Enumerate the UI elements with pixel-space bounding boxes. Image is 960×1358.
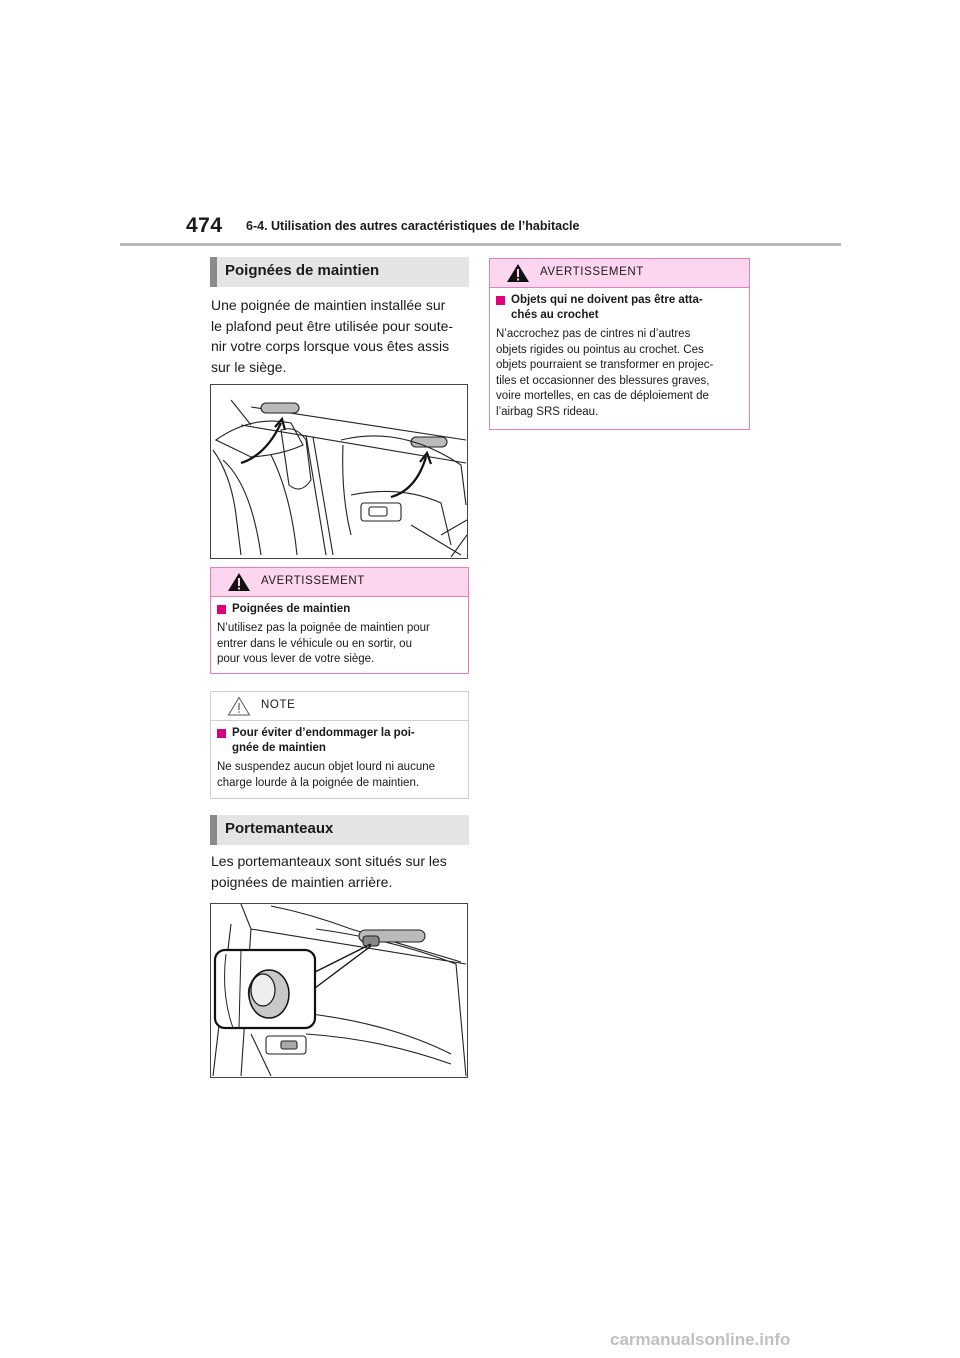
note-header	[211, 692, 468, 721]
caution-triangle-outline-icon	[227, 696, 251, 716]
warning-line: entrer dans le véhicule ou en sortir, ou	[217, 637, 412, 650]
warning-line: voire mortelles, en cas de déploiement de	[496, 390, 709, 402]
warning-item-title-text	[511, 293, 703, 323]
coat-hook-illustration	[210, 903, 468, 1078]
note-box-grab-handle-damage	[210, 691, 469, 799]
grab-handle-illustration	[210, 384, 468, 559]
warning-line: pour vous lever de votre siège.	[217, 653, 375, 665]
body-line: nir votre corps lorsque vous êtes assis	[211, 338, 450, 354]
section-heading-text: Portemanteaux	[225, 820, 334, 837]
square-bullet-icon	[217, 729, 226, 738]
warning-triangle-icon	[506, 263, 530, 283]
body-line: poignées de maintien arrière.	[211, 873, 393, 890]
warning-item-body	[496, 327, 743, 420]
chapter-title: 6-4. Utilisation des autres caractéristiques de l’habitacle	[246, 219, 580, 233]
warning-line: tiles et occasionner des blessures graves,	[496, 374, 710, 387]
warning-line: N’accrochez pas de cintres ni d’autres	[496, 328, 691, 340]
warning-line: objets pourraient se transformer en projec-	[496, 359, 714, 371]
warning-title-line: Objets qui ne doivent pas être atta-	[511, 294, 703, 306]
warning-title-line: chés au crochet	[511, 309, 599, 321]
note-line: charge lourde à la poignée de maintien.	[217, 776, 420, 789]
section-heading-coat-hooks	[210, 815, 469, 845]
warning-line: objets rigides ou pointus au crochet. Ces	[496, 343, 704, 356]
square-bullet-icon	[496, 296, 505, 305]
note-title-line: gnée de maintien	[232, 742, 326, 754]
section-heading-text: Poignées de maintien	[225, 262, 380, 279]
warning-item-title	[217, 602, 462, 617]
note-label: NOTE	[261, 699, 296, 711]
note-item-title-text	[232, 726, 415, 756]
warning-box-coat-hook-objects	[489, 258, 750, 430]
body-line: Une poignée de maintien installée sur	[211, 297, 446, 313]
warning-item-body	[217, 621, 462, 668]
note-title-line: Pour éviter d’endommager la poi-	[232, 727, 415, 739]
warning-item-title	[496, 293, 743, 323]
warning-header	[211, 568, 468, 597]
warning-line: l’airbag SRS rideau.	[496, 405, 599, 418]
body-line: sur le siège.	[211, 358, 287, 375]
note-item-title	[217, 726, 462, 756]
warning-item-title-text: Poignées de maintien	[232, 603, 351, 615]
note-item-body	[217, 760, 462, 791]
section2-body	[211, 851, 473, 892]
header-rule	[120, 243, 841, 246]
page-number: 474	[186, 214, 223, 237]
warning-label: AVERTISSEMENT	[540, 266, 644, 278]
section1-body	[211, 295, 473, 377]
warning-triangle-icon	[227, 572, 251, 592]
section-heading-grab-handles	[210, 257, 469, 287]
body-line: le plafond peut être utilisée pour soute-	[211, 317, 454, 334]
note-line: Ne suspendez aucun objet lourd ni aucune	[217, 761, 436, 773]
square-bullet-icon	[217, 605, 226, 614]
warning-label: AVERTISSEMENT	[261, 575, 365, 587]
body-line: Les portemanteaux sont situés sur les	[211, 853, 447, 869]
watermark: carmanualsonline.info	[610, 1330, 791, 1349]
warning-box-grab-handles	[210, 567, 469, 674]
warning-header	[490, 259, 749, 288]
warning-line: N’utilisez pas la poignée de maintien pour	[217, 622, 430, 634]
